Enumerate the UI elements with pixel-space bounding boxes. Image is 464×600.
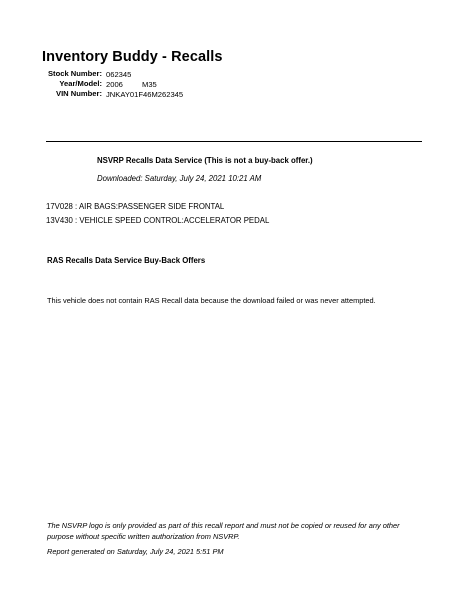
- vin-number-label: VIN Number:: [56, 89, 102, 98]
- report-generated-date: Report generated on Saturday, July 24, 2021 5:51 PM: [47, 547, 224, 556]
- vin-number-value: JNKAY01F46M262345: [106, 90, 184, 99]
- section-divider: [46, 141, 422, 142]
- stock-number-value: 062345: [106, 70, 132, 79]
- ras-message: This vehicle does not contain RAS Recall data because the download failed or was never attempted.: [47, 296, 376, 305]
- ras-section-title: RAS Recalls Data Service Buy-Back Offers: [47, 256, 206, 265]
- report-title: Inventory Buddy - Recalls: [42, 49, 223, 65]
- footer-disclaimer-line2: purpose without specific written authorization from NSVRP.: [47, 531, 240, 541]
- recall-item: 17V028 : AIR BAGS:PASSENGER SIDE FRONTAL: [46, 202, 225, 211]
- year-value: 2006: [106, 80, 123, 89]
- footer-disclaimer-line1: The NSVRP logo is only provided as part of this recall report and must not be copied or reused for any other: [47, 521, 400, 530]
- nsvrp-section-title: NSVRP Recalls Data Service (This is not a buy-back offer.): [97, 156, 313, 165]
- footer-disclaimer: [47, 521, 427, 542]
- model-value: M35: [142, 80, 157, 89]
- recall-item: 13V430 : VEHICLE SPEED CONTROL:ACCELERATOR PEDAL: [46, 216, 270, 225]
- year-model-label: Year/Model:: [59, 79, 102, 88]
- nsvrp-downloaded-date: Downloaded: Saturday, July 24, 2021 10:21 AM: [97, 174, 262, 183]
- stock-number-label: Stock Number:: [47, 69, 102, 78]
